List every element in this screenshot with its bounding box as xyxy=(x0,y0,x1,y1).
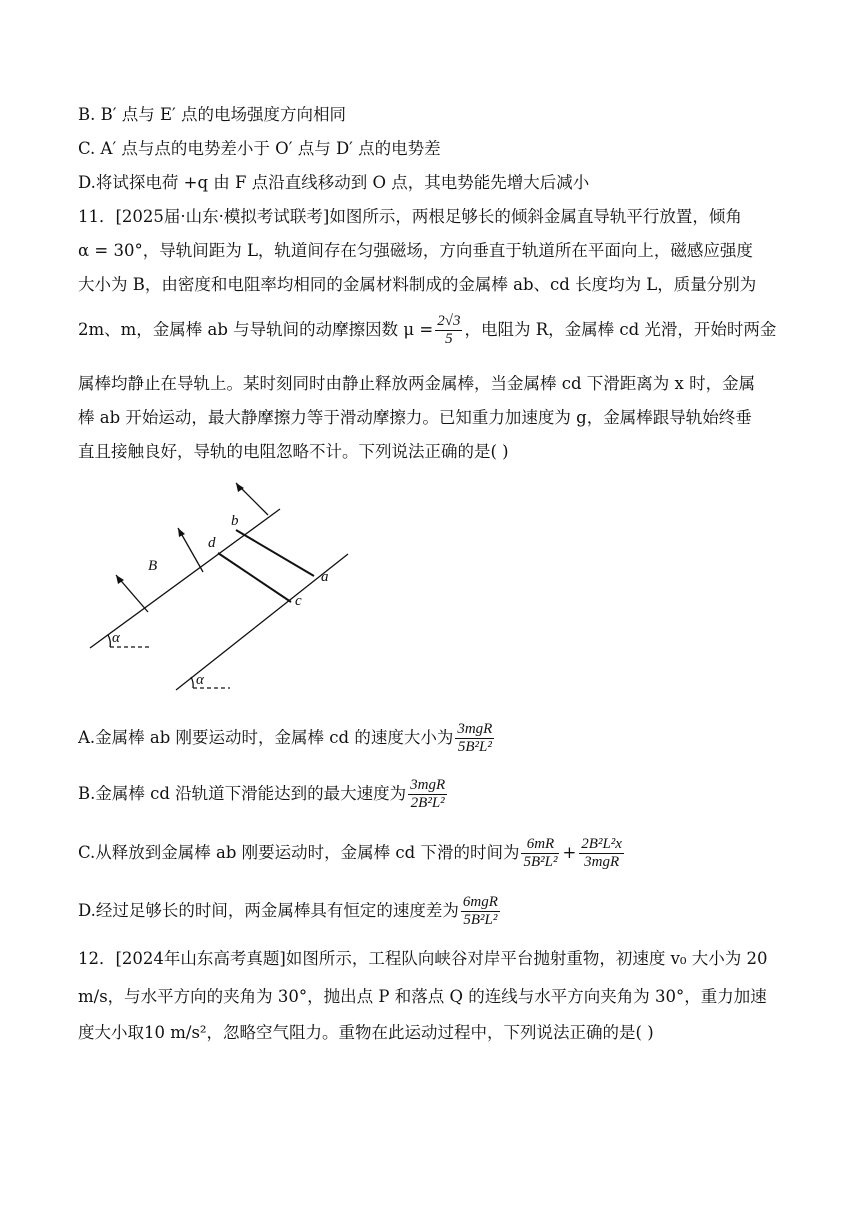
option-a-numerator: 3mgR xyxy=(457,720,493,737)
option-b-numerator: 3mgR xyxy=(410,776,446,793)
mu-numerator: 2√3 xyxy=(437,312,461,329)
q11-option-d-text: D.经过足够长的时间，两金属棒具有恒定的速度差为 xyxy=(78,901,459,920)
q11-stem-line-2: α = 30°，导轨间距为 L，轨道间存在匀强磁场，方向垂直于轨道所在平面向上，磁感应强度 xyxy=(78,241,753,260)
q10-option-b: B. B′ 点与 E′ 点的电场强度方向相同 xyxy=(78,105,347,124)
label-a: a xyxy=(321,569,329,585)
label-d: d xyxy=(208,535,216,551)
q11-option-b xyxy=(78,772,778,816)
q11-option-a-text: A.金属棒 ab 刚要运动时，金属棒 cd 的速度大小为 xyxy=(78,728,454,747)
option-b-denominator: 2B²L² xyxy=(408,794,447,812)
option-a-fraction xyxy=(455,721,494,756)
q10-option-d: D.将试探电荷 +q 由 F 点沿直线移动到 O 点，其电势能先增大后减小 xyxy=(78,173,590,192)
q11-stem-line-5: 属棒均静止在导轨上。某时刻同时由静止释放两金属棒，当金属棒 cd 下滑距离为 x 时，金属 xyxy=(78,374,756,393)
q11-stem-line-3: 大小为 B，由密度和电阻率均相同的金属材料制成的金属棒 ab、cd 长度均为 L，质量分别为 xyxy=(78,275,757,294)
mu-fraction xyxy=(435,313,462,348)
angle-arc-1 xyxy=(108,635,110,647)
plus-sign: + xyxy=(562,843,577,862)
label-c: c xyxy=(295,593,302,609)
label-alpha-2: α xyxy=(196,672,204,688)
q10-option-c: C. A′ 点与点的电势差小于 O′ 点与 D′ 点的电势差 xyxy=(78,139,441,158)
option-c-numerator-1: 6mR xyxy=(526,835,555,852)
option-c-fraction-2 xyxy=(579,836,624,871)
option-a-denominator: 5B²L² xyxy=(455,738,494,756)
option-d-denominator: 5B²L² xyxy=(461,911,500,929)
q11-option-d xyxy=(78,889,778,933)
q11-option-a xyxy=(78,716,778,760)
q11-stem-line-4a: 2m、m，金属棒 ab 与导轨间的动摩擦因数 μ = xyxy=(78,320,434,339)
option-d-fraction xyxy=(461,894,500,929)
rod-ab xyxy=(236,530,314,576)
label-b-field: B xyxy=(148,558,158,574)
q12-stem-line-1: 12．[2024年山东高考真题]如图所示，工程队向峡谷对岸平台抛射重物，初速度 v₀ 大小为 20 xyxy=(78,949,768,968)
mu-denominator: 5 xyxy=(435,330,462,348)
q12-stem-line-2: m/s，与水平方向的夹角为 30°，抛出点 P 和落点 Q 的连线与水平方向夹角为 30°，重力加速 xyxy=(78,987,767,1006)
q11-option-c xyxy=(78,831,778,875)
q11-stem-line-4b: ，电阻为 R，金属棒 cd 光滑，开始时两金 xyxy=(464,320,777,339)
option-b-fraction xyxy=(408,777,447,812)
q11-option-b-text: B.金属棒 cd 沿轨道下滑能达到的最大速度为 xyxy=(78,784,407,803)
rails-diagram xyxy=(78,472,368,697)
angle-arc-2 xyxy=(191,677,193,688)
q11-stem-line-7: 直且接触良好，导轨的电阻忽略不计。下列说法正确的是( ) xyxy=(78,442,509,461)
option-c-numerator-2: 2B²L²x xyxy=(581,835,622,852)
q11-stem-line-4 xyxy=(78,308,778,352)
option-d-numerator: 6mgR xyxy=(462,893,498,910)
option-c-fraction-1 xyxy=(521,836,559,871)
q11-stem-line-6: 棒 ab 开始运动，最大静摩擦力等于滑动摩擦力。已知重力加速度为 g，金属棒跟导轨始终垂 xyxy=(78,408,752,427)
q11-option-c-text: C.从释放到金属棒 ab 刚要运动时，金属棒 cd 下滑的时间为 xyxy=(78,843,520,862)
q12-stem-line-3: 度大小取10 m/s²，忽略空气阻力。重物在此运动过程中，下列说法正确的是( ) xyxy=(78,1023,654,1042)
rod-cd xyxy=(218,553,291,602)
option-c-denominator-1: 5B²L² xyxy=(523,853,558,870)
option-c-denominator-2: 3mgR xyxy=(579,853,624,871)
q11-stem-line-1: 11．[2025届·山东·模拟考试联考]如图所示，两根足够长的倾斜金属直导轨平行放置，倾角 xyxy=(78,207,742,226)
label-alpha-1: α xyxy=(112,630,120,646)
arrowhead-2 xyxy=(178,528,185,537)
label-b: b xyxy=(231,513,239,529)
